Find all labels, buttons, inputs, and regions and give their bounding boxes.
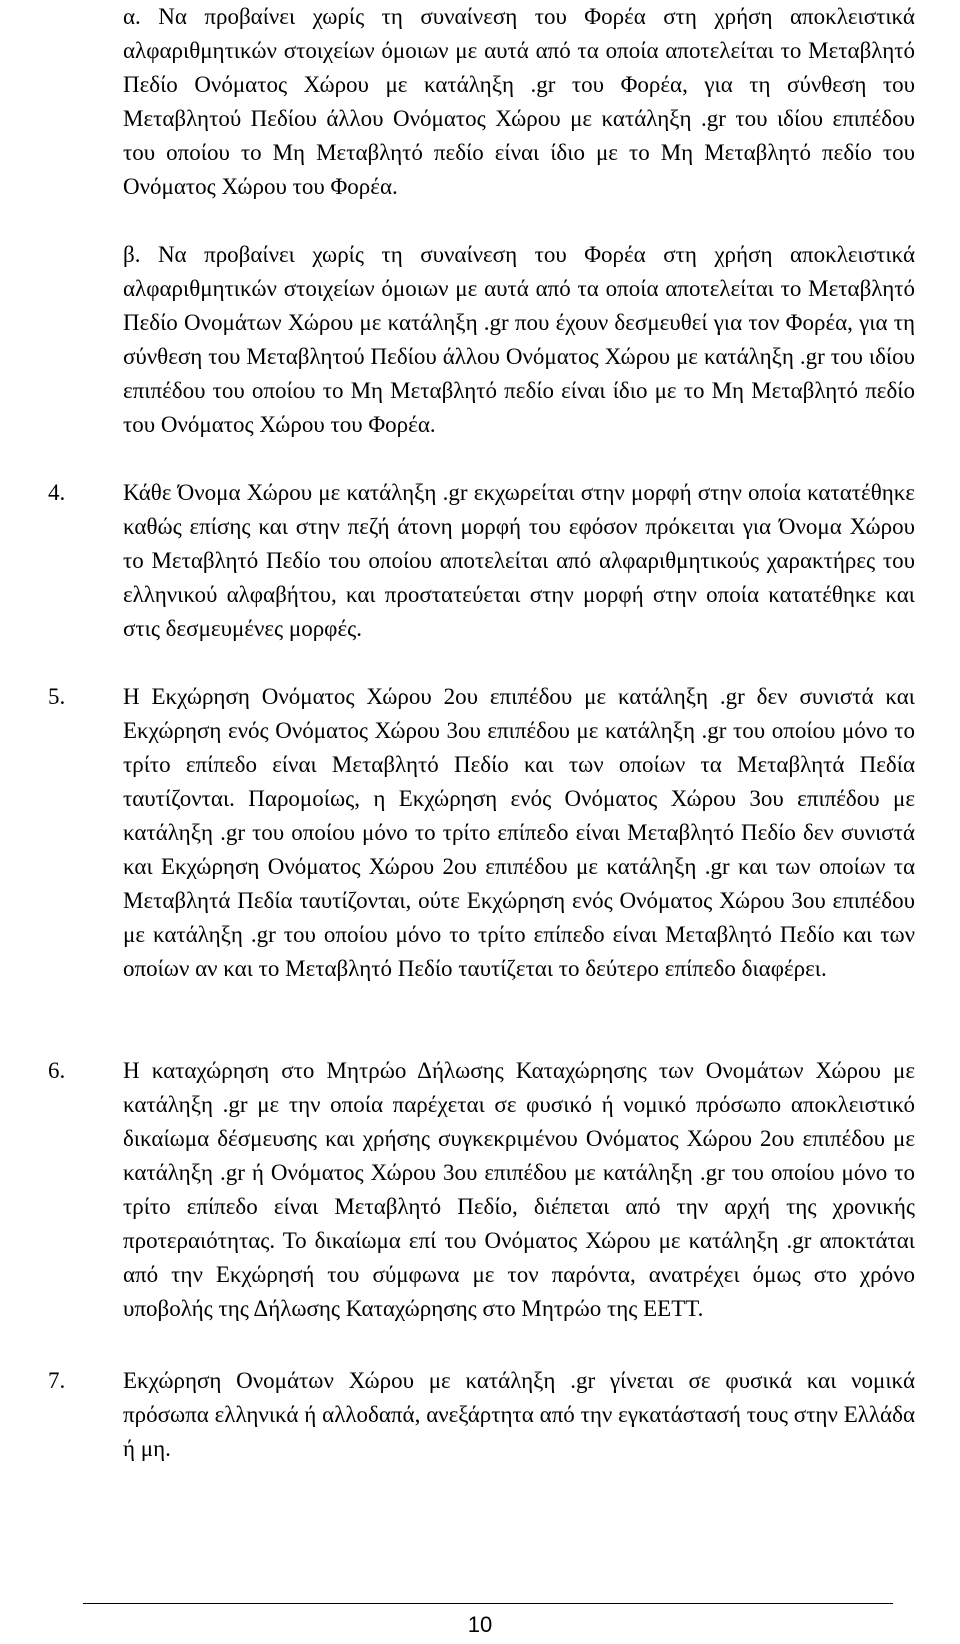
- item-number: 7.: [48, 1368, 66, 1393]
- item-number: 4.: [48, 480, 66, 505]
- subitem-beta: β. Να προβαίνει χωρίς τη συναίνεση του Φορέα στη χρήση αποκλειστικά αλφαριθμητικών στοιχείων όμοιων με αυτά από τα οποία αποτελείται το Μεταβλητό Πεδίο Ονομάτων Χώρου με κατάληξη .gr που έχουν δεσμευθεί για τον Φορέα, για τη σύνθεση του Μεταβλητού Πεδίου άλλου Ονόματος Χώρου με κατάληξη .gr του ιδίου επιπέδου του οποίου το Μη Μεταβλητό πεδίο είναι ίδιο με το Μη Μεταβλητό πεδίο του Ονόματος Χώρου του Φορέα.: [123, 242, 915, 437]
- footer-divider: [83, 1603, 893, 1604]
- item-text: Η Εκχώρηση Ονόματος Χώρου 2ου επιπέδου με κατάληξη .gr δεν συνιστά και Εκχώρηση ενός Ονόματος Χώρου 3ου επιπέδου με κατάληξη .gr του οποίου μόνο το τρίτο επίπεδο είναι Μεταβλητό Πεδίο και των οποίων τα Μεταβλητά Πεδία ταυτίζονται. Παρομοίως, η Εκχώρηση ενός Ονόματος Χώρου 3ου επιπέδου με κατάληξη .gr του οποίου μόνο το τρίτο επίπεδο είναι Μεταβλητό Πεδίο δεν συνιστά και Εκχώρηση Ονόματος Χώρου 2ου επιπέδου με κατάληξη .gr και των οποίων τα Μεταβλητά Πεδία ταυτίζονται, ούτε Εκχώρηση ενός Ονόματος Χώρου 3ου επιπέδου με κατάληξη .gr του οποίου μόνο το τρίτο επίπεδο είναι Μεταβλητό Πεδίο και των οποίων αν και το Μεταβλητό Πεδίο ταυτίζεται το δεύτερο επίπεδο διαφέρει.: [123, 684, 915, 981]
- item-text: Κάθε Όνομα Χώρου με κατάληξη .gr εκχωρείται στην μορφή στην οποία κατατέθηκε καθώς επίσης και στην πεζή άτονη μορφή του εφόσον πρόκειται για Όνομα Χώρου το Μεταβλητό Πεδίο του οποίου αποτελείται από αλφαριθμητικούς χαρακτήρες του ελληνικού αλφαβήτου, και προστατεύεται στην μορφή στην οποία κατατέθηκε και στις δεσμευμένες μορφές.: [123, 480, 915, 641]
- subitem-alpha: α. Να προβαίνει χωρίς τη συναίνεση του Φορέα στη χρήση αποκλειστικά αλφαριθμητικών στοιχείων όμοιων με αυτά από τα οποία αποτελείται το Μεταβλητό Πεδίο Ονόματος Χώρου με κατάληξη .gr του Φορέα, για τη σύνθεση του Μεταβλητού Πεδίου άλλου Ονόματος Χώρου με κατάληξη .gr του ιδίου επιπέδου του οποίου το Μη Μεταβλητό πεδίο είναι ίδιο με το Μη Μεταβλητό πεδίο του Ονόματος Χώρου του Φορέα.: [123, 4, 915, 199]
- item-number: 6.: [48, 1058, 66, 1083]
- page-number: 10: [467, 1612, 493, 1637]
- item-number: 5.: [48, 684, 66, 709]
- item-text: Η καταχώρηση στο Μητρώο Δήλωσης Καταχώρησης των Ονομάτων Χώρου με κατάληξη .gr με την οποία παρέχεται σε φυσικό ή νομικό πρόσωπο αποκλειστικό δικαίωμα δέσμευσης και χρήσης συγκεκριμένου Ονόματος Χώρου 2ου επιπέδου με κατάληξη .gr ή Ονόματος Χώρου 3ου επιπέδου με κατάληξη .gr του οποίου μόνο το τρίτο επίπεδο είναι Μεταβλητό Πεδίο, διέπεται από την αρχή της χρονικής προτεραιότητας. Το δικαίωμα επί του Ονόματος Χώρου με κατάληξη .gr αποκτάται από την Εκχώρησή του σύμφωνα με τον παρόντα, ανατρέχει όμως στο χρόνο υποβολής της Δήλωσης Καταχώρησης στο Μητρώο της ΕΕΤΤ.: [123, 1058, 915, 1321]
- item-text: Εκχώρηση Ονομάτων Χώρου με κατάληξη .gr γίνεται σε φυσικά και νομικά πρόσωπα ελληνικά ή αλλοδαπά, ανεξάρτητα από την εγκατάστασή τους στην Ελλάδα ή μη.: [123, 1368, 915, 1461]
